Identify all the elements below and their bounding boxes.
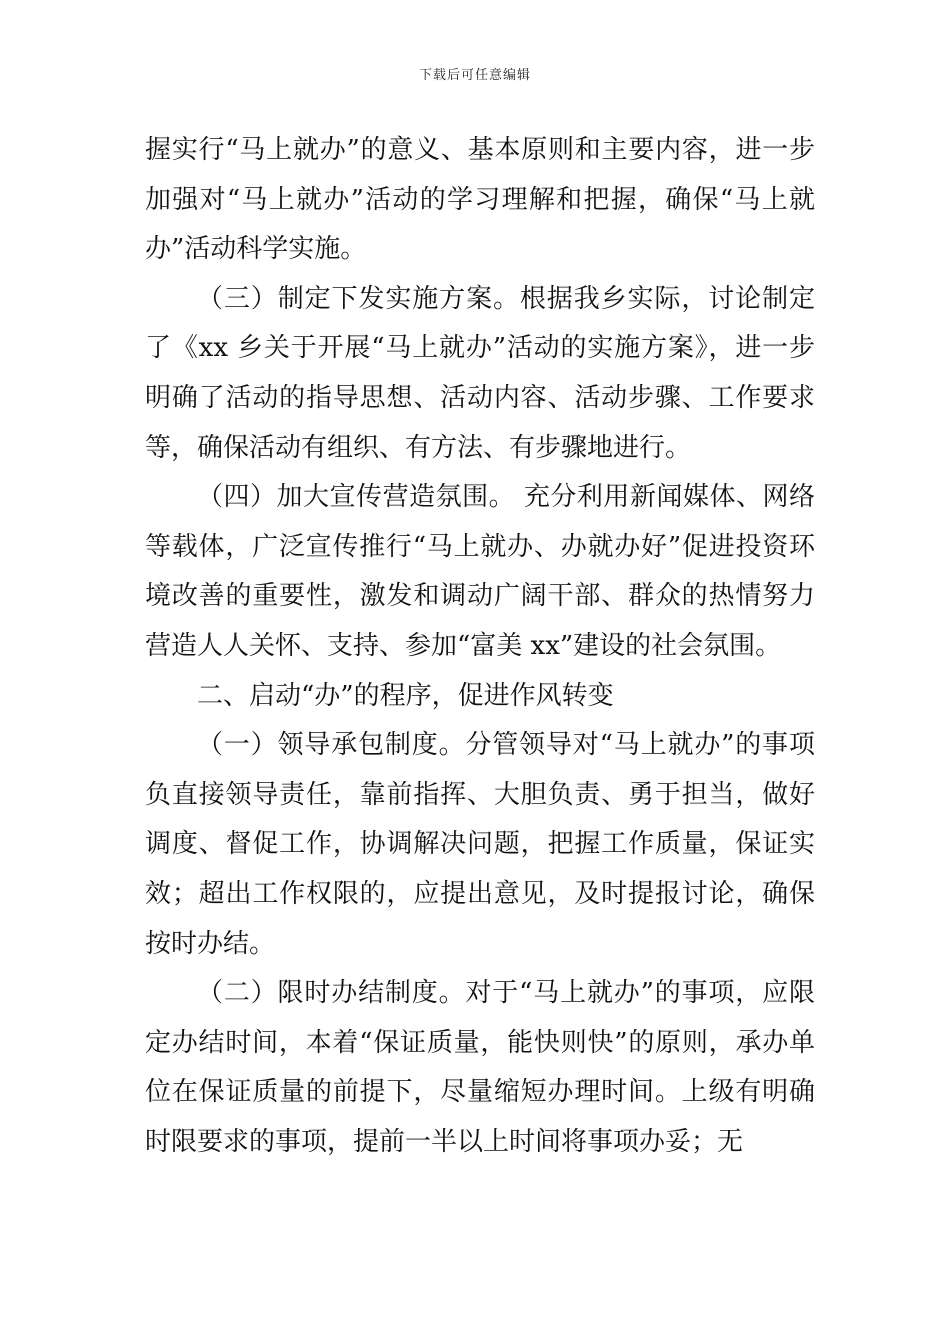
page-header-note: 下载后可任意编辑 bbox=[418, 68, 531, 83]
document-body bbox=[145, 126, 815, 1167]
paragraph-section-3-plan: （三）制定下发实施方案。根据我乡实际，讨论制定了《xx 乡关于开展“马上就办”活动的实施方案》，进一步明确了活动的指导思想、活动内容、活动步骤、工作要求等，确保活动有组织、有方法、有步骤地进行。 bbox=[145, 283, 815, 463]
paragraph-section-4-publicity: （四）加大宣传营造氛围。 充分利用新闻媒体、网络等载体，广泛宣传推行“马上就办、办就办好”促进投资环境改善的重要性，激发和调动广阔干部、群众的热情努力营造人人关怀、支持、参加“富美 xx”建设的社会氛围。 bbox=[145, 482, 815, 661]
paragraph-time-limit-system: （二）限时办结制度。对于“马上就办”的事项，应限定办结时间，本着“保证质量，能快则快”的原则，承办单位在保证质量的前提下，尽量缩短办理时间。上级有明确时限要求的事项，提前一半以上时间将事项办妥；无 bbox=[145, 978, 815, 1157]
paragraph-leadership-system: （一）领导承包制度。分管领导对“马上就办”的事项负直接领导责任，靠前指挥、大胆负责、勇于担当，做好调度、督促工作，协调解决问题，把握工作质量，保证实效；超出工作权限的，应提出意见，及时提报讨论，确保按时办结。 bbox=[145, 730, 815, 959]
paragraph-continuation: 握实行“马上就办”的意义、基本原则和主要内容，进一步加强对“马上就办”活动的学习理解和把握，确保“马上就办”活动科学实施。 bbox=[145, 135, 815, 265]
section-heading-2: 二、启动“办”的程序，促进作风转变 bbox=[197, 680, 614, 711]
